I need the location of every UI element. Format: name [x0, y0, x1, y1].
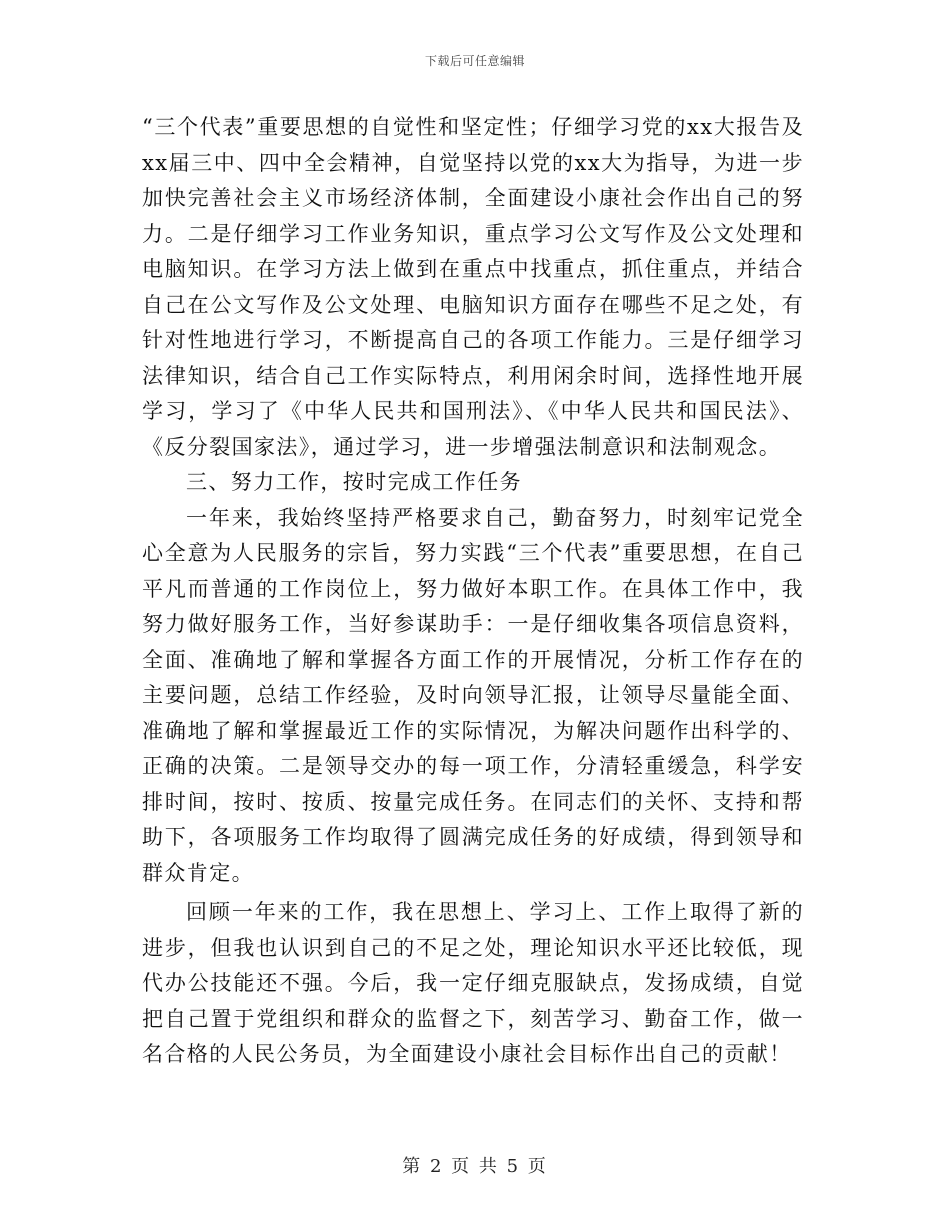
header-note: 下载后可任意编辑 — [424, 54, 525, 68]
section-heading-work: 三、努力工作，按时完成工作任务 — [186, 470, 522, 494]
paragraph-work: 一年来，我始终坚持严格要求自己，勤奋努力，时刻牢记党全心全意为人民服务的宗旨，努力实践“三个代表”重要思想，在自己平凡而普通的工作岗位上，努力做好本职工作。在具体工作中，我努力做好服务工作，当好参谋助手：一是仔细收集各项信息资料，全面、准确地了解和掌握各方面工作的开展情况，分析工作存在的主要问题，总结工作经验，及时向领导汇报，让领导尽量能全面、准确地了解和掌握最近工作的实际情况，为解决问题作出科学的、正确的决策。二是领导交办的每一项工作，分清轻重缓急，科学安排时间，按时、按质、按量完成任务。在同志们的关怀、支持和帮助下，各项服务工作均取得了圆满完成任务的好成绩，得到领导和群众肯定。 — [142, 505, 804, 885]
document-body — [142, 110, 804, 1073]
page-number: 第 2 页 共 5 页 — [402, 1156, 548, 1177]
paragraph-review: 回顾一年来的工作，我在思想上、学习上、工作上取得了新的进步，但我也认识到自己的不足之处，理论知识水平还比较低，现代办公技能还不强。今后，我一定仔细克服缺点，发扬成绩，自觉把自己置于党组织和群众的监督之下，刻苦学习、勤奋工作，做一名合格的人民公务员，为全面建设小康社会目标作出自己的贡献！ — [142, 900, 804, 1066]
paragraph-study: “三个代表”重要思想的自觉性和坚定性；仔细学习党的xx大报告及xx届三中、四中全会精神，自觉坚持以党的xx大为指导，为进一步加快完善社会主义市场经济体制，全面建设小康社会作出自己的努力。二是仔细学习工作业务知识，重点学习公文写作及公文处理和电脑知识。在学习方法上做到在重点中找重点，抓住重点，并结合自己在公文写作及公文处理、电脑知识方面存在哪些不足之处，有针对性地进行学习，不断提高自己的各项工作能力。三是仔细学习法律知识，结合自己工作实际特点，利用闲余时间，选择性地开展学习，学习了《中华人民共和国刑法》、《中华人民共和国民法》、《反分裂国家法》，通过学习，进一步增强法制意识和法制观念。 — [142, 115, 804, 459]
